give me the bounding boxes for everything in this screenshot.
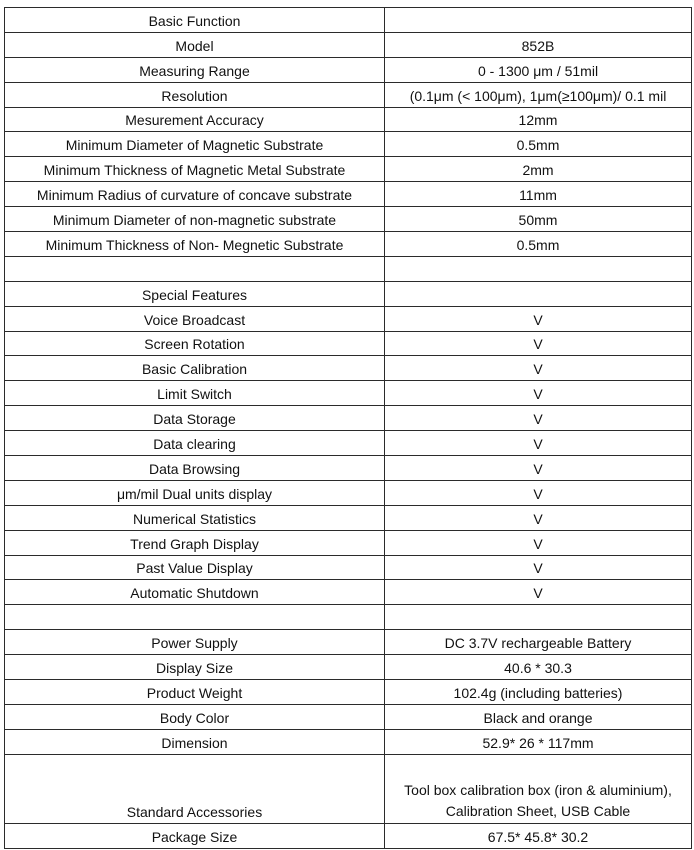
feature-row-trend-graph [5, 530, 692, 555]
feature-label: μm/mil Dual units display [5, 480, 385, 505]
section-heading: Special Features [5, 281, 385, 306]
spec-value: 12mm [385, 107, 692, 132]
spacer-row [5, 256, 692, 281]
feature-row-past-value [5, 555, 692, 580]
spec-row-dimension [5, 729, 692, 754]
feature-row-screen-rotation [5, 331, 692, 356]
spec-value: 40.6 * 30.3 [385, 655, 692, 680]
spec-label: Minimum Diameter of non-magnetic substrate [5, 207, 385, 232]
empty-cell [385, 605, 692, 630]
spec-value: 2mm [385, 157, 692, 182]
feature-row-voice-broadcast [5, 306, 692, 331]
feature-row-limit-switch [5, 381, 692, 406]
feature-label: Voice Broadcast [5, 306, 385, 331]
feature-row-data-storage [5, 406, 692, 431]
section-header-basic-function [5, 8, 692, 33]
spec-label: Standard Accessories [5, 754, 385, 823]
section-heading: Basic Function [5, 8, 385, 33]
feature-check: V [385, 306, 692, 331]
spec-value: 0.5mm [385, 132, 692, 157]
spec-row-min-thickness-magnetic [5, 157, 692, 182]
spec-label: Mesurement Accuracy [5, 107, 385, 132]
feature-row-automatic-shutdown [5, 580, 692, 605]
section-header-special-features [5, 281, 692, 306]
spec-row-resolution [5, 82, 692, 107]
spec-row-package-size [5, 823, 692, 848]
feature-row-basic-calibration [5, 356, 692, 381]
spec-row-min-thickness-non-magnetic [5, 232, 692, 257]
empty-cell [5, 605, 385, 630]
spec-row-display-size [5, 655, 692, 680]
feature-row-data-browsing [5, 456, 692, 481]
spec-row-measuring-range [5, 57, 692, 82]
feature-label: Past Value Display [5, 555, 385, 580]
feature-row-numerical-statistics [5, 505, 692, 530]
spec-label: Resolution [5, 82, 385, 107]
spec-value: 50mm [385, 207, 692, 232]
spec-value: DC 3.7V rechargeable Battery [385, 630, 692, 655]
spec-row-standard-accessories [5, 754, 692, 823]
spec-value: 0 - 1300 μm / 51mil [385, 57, 692, 82]
spec-label: Minimum Radius of curvature of concave substrate [5, 182, 385, 207]
spacer-row [5, 605, 692, 630]
feature-check: V [385, 580, 692, 605]
feature-check: V [385, 406, 692, 431]
feature-label: Screen Rotation [5, 331, 385, 356]
feature-check: V [385, 530, 692, 555]
spec-row-body-color [5, 704, 692, 729]
feature-label: Limit Switch [5, 381, 385, 406]
spec-value-accessories [385, 754, 692, 823]
spec-label: Dimension [5, 729, 385, 754]
spec-value: 11mm [385, 182, 692, 207]
spec-label: Product Weight [5, 680, 385, 705]
spec-label: Display Size [5, 655, 385, 680]
spec-row-min-diameter-magnetic [5, 132, 692, 157]
accessories-line-1: Tool box calibration box (iron & aluminium), [404, 781, 672, 798]
feature-check: V [385, 480, 692, 505]
spec-value: 67.5* 45.8* 30.2 [385, 823, 692, 848]
spec-row-accuracy [5, 107, 692, 132]
spec-value: 52.9* 26 * 117mm [385, 729, 692, 754]
spec-row-model [5, 32, 692, 57]
spec-label: Minimum Thickness of Magnetic Metal Substrate [5, 157, 385, 182]
accessories-line-2: Calibration Sheet, USB Cable [445, 802, 631, 819]
spec-row-min-radius-concave [5, 182, 692, 207]
spec-row-product-weight [5, 680, 692, 705]
feature-check: V [385, 555, 692, 580]
feature-label: Data Storage [5, 406, 385, 431]
spec-label: Model [5, 32, 385, 57]
spec-value: 0.5mm [385, 232, 692, 257]
spec-label: Power Supply [5, 630, 385, 655]
feature-check: V [385, 381, 692, 406]
feature-label: Data clearing [5, 431, 385, 456]
feature-check: V [385, 505, 692, 530]
spec-label: Minimum Thickness of Non- Megnetic Substrate [5, 232, 385, 257]
feature-row-dual-units [5, 480, 692, 505]
empty-cell [385, 8, 692, 33]
feature-label: Trend Graph Display [5, 530, 385, 555]
feature-label: Basic Calibration [5, 356, 385, 381]
spec-label: Measuring Range [5, 57, 385, 82]
spec-row-min-diameter-non-magnetic [5, 207, 692, 232]
spec-label: Package Size [5, 823, 385, 848]
feature-check: V [385, 331, 692, 356]
empty-cell [5, 256, 385, 281]
spec-value: Black and orange [385, 704, 692, 729]
spec-value: 102.4g (including batteries) [385, 680, 692, 705]
spec-label: Body Color [5, 704, 385, 729]
spec-label: Minimum Diameter of Magnetic Substrate [5, 132, 385, 157]
spec-value: 852B [385, 32, 692, 57]
feature-label: Automatic Shutdown [5, 580, 385, 605]
feature-label: Data Browsing [5, 456, 385, 481]
feature-check: V [385, 356, 692, 381]
feature-label: Numerical Statistics [5, 505, 385, 530]
feature-check: V [385, 456, 692, 481]
empty-cell [385, 281, 692, 306]
spec-row-power-supply [5, 630, 692, 655]
spec-value: (0.1μm (< 100μm), 1μm(≥100μm)/ 0.1 mil [385, 82, 692, 107]
feature-check: V [385, 431, 692, 456]
feature-row-data-clearing [5, 431, 692, 456]
empty-cell [385, 256, 692, 281]
spec-table [4, 7, 692, 849]
